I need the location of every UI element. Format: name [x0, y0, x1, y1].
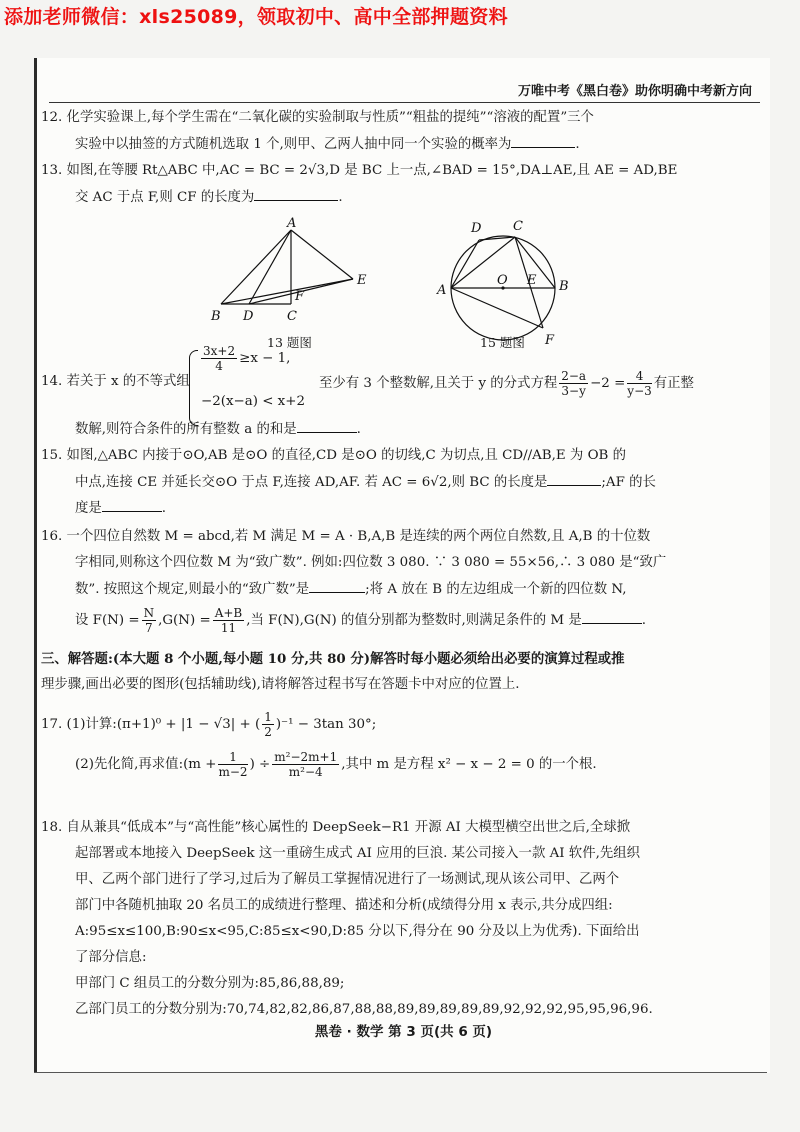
fraction-numerator: 4 — [627, 369, 651, 384]
segment-AE — [291, 230, 353, 279]
question-14-mid-text: 至少有 3 个整数解,且关于 y 的分式方程 — [319, 376, 558, 391]
question-17-b-1: (2)先化简,再求值:(m + — [75, 757, 217, 772]
section-3-line-2: 理步骤,画出必要的图形(包括辅助线),请将解答过程书写在答题卡中对应的位置上. — [41, 677, 520, 692]
fraction-denominator: y−3 — [627, 384, 652, 398]
question-16-text-2: ;将 A 放在 B 的左边组成一个新的四位数 N, — [365, 582, 627, 597]
question-18-line-5: A:95≤x≤100,B:90≤x<95,C:85≤x<90,D:85 分以下,得分在 90 分及以上为优秀). 下面给出 — [75, 924, 640, 939]
fraction-G — [213, 606, 245, 635]
inequality-1-rhs: ≥x − 1, — [239, 351, 291, 366]
fraction-numerator: 2−a — [561, 369, 587, 383]
fraction-numerator: 1 — [264, 710, 272, 724]
question-12-line-1: 12. 化学实验课上,每个学生需在“二氧化碳的实验制取与性质”“粗盐的提纯”“溶液的配置”三个 — [41, 110, 594, 125]
fraction-numerator: m²−2m+1 — [274, 750, 338, 764]
answer-blank — [254, 184, 338, 201]
question-16-line-2: 字相同,则称这个四位数 M 为“致广数”. 例如:四位数 3 080. ∵ 3 080 = 55×56,∴ 3 080 是“致广 — [75, 555, 667, 570]
question-15-line-2 — [75, 469, 656, 496]
label-A: A — [437, 283, 447, 298]
answer-blank — [297, 416, 357, 433]
fraction-denominator: 7 — [145, 621, 153, 635]
label-D: D — [243, 309, 254, 324]
answer-blank — [511, 131, 575, 148]
label-C: C — [287, 309, 297, 324]
label-C: C — [513, 219, 523, 234]
fraction-numerator: A+B — [214, 606, 243, 620]
label-B: B — [559, 279, 569, 294]
question-17-part-1 — [41, 710, 376, 739]
fraction-1 — [218, 750, 247, 779]
inequality-1-fraction — [201, 344, 237, 373]
label-F: F — [295, 289, 305, 304]
question-12-line-2: 实验中以抽签的方式随机选取 1 个,则甲、乙两人抽中同一个实验的概率为 . — [75, 131, 580, 158]
fraction-denominator: 2 — [264, 725, 272, 739]
fraction-numerator: 1 — [218, 750, 247, 765]
question-17-expr-1: 17. (1)计算:(π+1)⁰ + |1 − √3| + ( — [41, 717, 261, 732]
segment-DC — [479, 237, 515, 240]
question-15-line-1: 15. 如图,△ABC 内接于⊙O,AB 是⊙O 的直径,CD 是⊙O 的切线,C 为切点,且 CD//AB,E 为 OB 的 — [41, 448, 627, 463]
segment-AD — [451, 240, 479, 288]
equation-fraction-1 — [559, 369, 588, 398]
fraction-denominator: 11 — [220, 621, 237, 635]
fraction-denominator: 3−y — [561, 384, 586, 398]
label-O: O — [497, 273, 508, 288]
inequality-2: −2(x−a) < x+2 — [201, 394, 305, 409]
question-14-lead: 14. 若关于 x 的不等式组 — [41, 374, 190, 389]
label-F: F — [545, 333, 555, 348]
label-E: E — [357, 273, 367, 288]
question-17-b-2: ) ÷ — [249, 757, 271, 772]
question-18-line-2: 起部署或本地接入 DeepSeek 这一重磅生成式 AI 应用的巨浪. 某公司接入一款 AI 软件,先组织 — [75, 846, 641, 861]
label-A: A — [287, 216, 297, 231]
section-3-heading: 三、解答题:(本大题 8 个小题,每小题 10 分,共 80 分)解答时每小题必须给出必要的演算过程或推 — [41, 651, 625, 667]
label-D: D — [471, 221, 482, 236]
answer-blank — [102, 495, 162, 512]
question-16-line-1: 16. 一个四位自然数 M = abcd,若 M 满足 M = A · B,A,B 是连续的两个两位自然数,且 A,B 的十位数 — [41, 529, 651, 544]
exam-page — [34, 58, 770, 1073]
question-16-line-4: 设 F(N) = $\frac{N}{7}$ ,G(N) = $\frac{A+B}{11}$ ,当 F(N),G(N) 的值分别都为整数时,则满足条件的 M 是 . — [75, 606, 646, 635]
question-16-line-3 — [75, 576, 626, 603]
fraction-denominator: m²−4 — [288, 765, 323, 779]
label-B: B — [211, 309, 221, 324]
fraction-numerator: 3x+2 — [203, 344, 236, 358]
question-15-text-3: 度是 — [75, 501, 102, 516]
answer-blank — [309, 576, 365, 593]
question-14-middle — [319, 369, 694, 398]
equation-middle: −2 = — [590, 376, 626, 391]
question-17-expr-2: )⁻¹ − 3tan 30°; — [275, 717, 377, 732]
question-18-line-8: 乙部门员工的分数分别为:70,74,82,82,86,87,88,88,89,89,89,89,89,92,92,92,95,95,96,96. — [75, 1002, 653, 1017]
question-18-line-4: 部门中各随机抽取 20 名员工的成绩进行整理、描述和分析(成绩得分用 x 表示,共分成四组: — [75, 898, 613, 913]
question-17-b-3: ,其中 m 是方程 x² − x − 2 = 0 的一个根. — [341, 757, 597, 772]
watermark-banner: 添加老师微信：xls25089，领取初中、高中全部押题资料 — [4, 6, 508, 28]
question-15-text-2: ;AF 的长 — [601, 475, 656, 490]
page-footer: 黑卷 · 数学 第 3 页(共 6 页) — [314, 1024, 493, 1040]
question-13-text: 交 AC 于点 F,则 CF 的长度为 — [75, 190, 255, 205]
answer-blank — [547, 469, 601, 486]
question-13-line-1: 13. 如图,在等腰 Rt△ABC 中,AC = BC = 2√3,D 是 BC 上一点,∠BAD = 15°,DA⊥AE,且 AE = AD,BE — [41, 163, 678, 178]
question-16-g-label: ,G(N) = — [158, 613, 211, 628]
question-15-text: 中点,连接 CE 并延长交⊙O 于点 F,连接 AD,AF. 若 AC = 6√2,则 BC 的长度是 — [75, 475, 548, 490]
equation-fraction-2 — [627, 369, 651, 398]
fraction-denominator: 4 — [215, 359, 223, 373]
question-18-line-6: 了部分信息: — [75, 950, 147, 965]
question-15-line-3: 度是 . — [75, 495, 166, 522]
figure-13-triangle — [197, 216, 387, 326]
question-14-text: 数解,则符合条件的所有整数 a 的和是 — [75, 422, 297, 437]
question-14-line-2: 数解,则符合条件的所有整数 a 的和是 . — [75, 416, 361, 443]
question-13-line-2: 交 AC 于点 F,则 CF 的长度为 . — [75, 184, 343, 211]
figure-13-caption: 13 题图 — [267, 335, 312, 350]
question-16-f-label: 设 F(N) = — [75, 613, 140, 628]
fraction-half — [262, 710, 274, 739]
figure-15-caption: 15 题图 — [480, 335, 525, 350]
header-rule — [49, 102, 760, 103]
bottom-rule — [34, 1072, 767, 1073]
question-16-tail: ,当 F(N),G(N) 的值分别都为整数时,则满足条件的 M 是 — [246, 613, 582, 628]
question-18-line-1: 18. 自从兼具“低成本”与“高性能”核心属性的 DeepSeek−R1 开源 AI 大模型横空出世之后,全球掀 — [41, 820, 631, 835]
answer-blank — [582, 607, 642, 624]
question-17-part-2 — [75, 750, 597, 779]
label-E: E — [527, 273, 537, 288]
question-16-text: 数”. 按照这个规定,则最小的“致广数”是 — [75, 582, 310, 597]
question-18-line-3: 甲、乙两个部门进行了学习,过后为了解员工掌握情况进行了一场测试,现从该公司甲、乙两个 — [75, 872, 620, 887]
question-18-line-7: 甲部门 C 组员工的分数分别为:85,86,88,89; — [75, 976, 345, 991]
fraction-numerator: N — [143, 606, 155, 620]
question-14-end: 有正整 — [653, 376, 694, 391]
fraction-F — [142, 606, 157, 635]
segment-AF — [451, 288, 543, 328]
page-header: 万唯中考《黑白卷》助你明确中考新方向 — [517, 84, 752, 99]
fraction-denominator: m−2 — [218, 765, 248, 779]
question-12-text: 实验中以抽签的方式随机选取 1 个,则甲、乙两人抽中同一个实验的概率为 — [75, 137, 512, 152]
system-brace — [189, 350, 198, 426]
fraction-2 — [272, 750, 339, 779]
inequality-1 — [199, 344, 290, 373]
